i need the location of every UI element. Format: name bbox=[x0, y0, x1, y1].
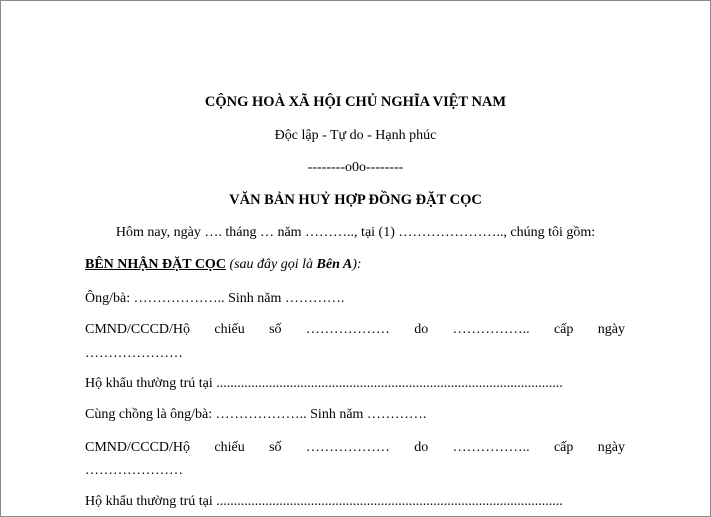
person1-id-continuation: ………………… bbox=[85, 346, 183, 361]
id-word: …………….. bbox=[452, 440, 530, 455]
party-a-note-suffix: ): bbox=[352, 257, 362, 272]
id-word: cấp bbox=[553, 322, 574, 337]
id-word: ……………… bbox=[305, 322, 390, 337]
id-word: cấp bbox=[553, 440, 574, 455]
person2-residence: Hộ khẩu thường trú tại ................................................................................................... bbox=[85, 494, 563, 509]
spouse-line: Cùng chồng là ông/bà: ……………….. Sinh năm …………. bbox=[85, 407, 427, 422]
motto: Độc lập - Tự do - Hạnh phúc bbox=[274, 128, 437, 143]
id-word: số bbox=[269, 322, 282, 337]
id-word: ……………… bbox=[305, 440, 390, 455]
id-word: CMND/CCCD/Hộ bbox=[85, 322, 191, 337]
id-word: ngày bbox=[597, 440, 625, 455]
id-word: số bbox=[269, 440, 282, 455]
national-title: CỘNG HOÀ XÃ HỘI CHỦ NGHĨA VIỆT NAM bbox=[204, 94, 507, 110]
id-word: ngày bbox=[597, 322, 625, 337]
id-word: …………….. bbox=[452, 322, 530, 337]
id-word: chiếu bbox=[214, 322, 245, 337]
party-a-heading-line bbox=[85, 256, 625, 274]
intro-line: Hôm nay, ngày …. tháng … năm ……….., tại (1) ………………….., chúng tôi gồm: bbox=[115, 225, 596, 240]
separator: --------o0o-------- bbox=[307, 160, 404, 175]
party-a-note-name: Bên A bbox=[316, 257, 353, 272]
person2-id-continuation: ………………… bbox=[85, 463, 183, 478]
party-a-note-prefix: (sau đây gọi là bbox=[225, 257, 317, 272]
person1-residence: Hộ khẩu thường trú tại ................................................................................................... bbox=[85, 376, 563, 391]
person2-id-line bbox=[85, 439, 625, 457]
party-a-heading: BÊN NHẬN ĐẶT CỌC bbox=[85, 257, 226, 272]
person1-id-line bbox=[85, 321, 625, 339]
id-word: chiếu bbox=[214, 440, 245, 455]
id-word: do bbox=[414, 440, 429, 455]
id-word: CMND/CCCD/Hộ bbox=[85, 440, 191, 455]
id-word: do bbox=[414, 322, 429, 337]
document-title: VĂN BẢN HUỶ HỢP ĐỒNG ĐẶT CỌC bbox=[229, 192, 482, 208]
person1-name-line: Ông/bà: ……………….. Sinh năm …………. bbox=[85, 291, 345, 306]
